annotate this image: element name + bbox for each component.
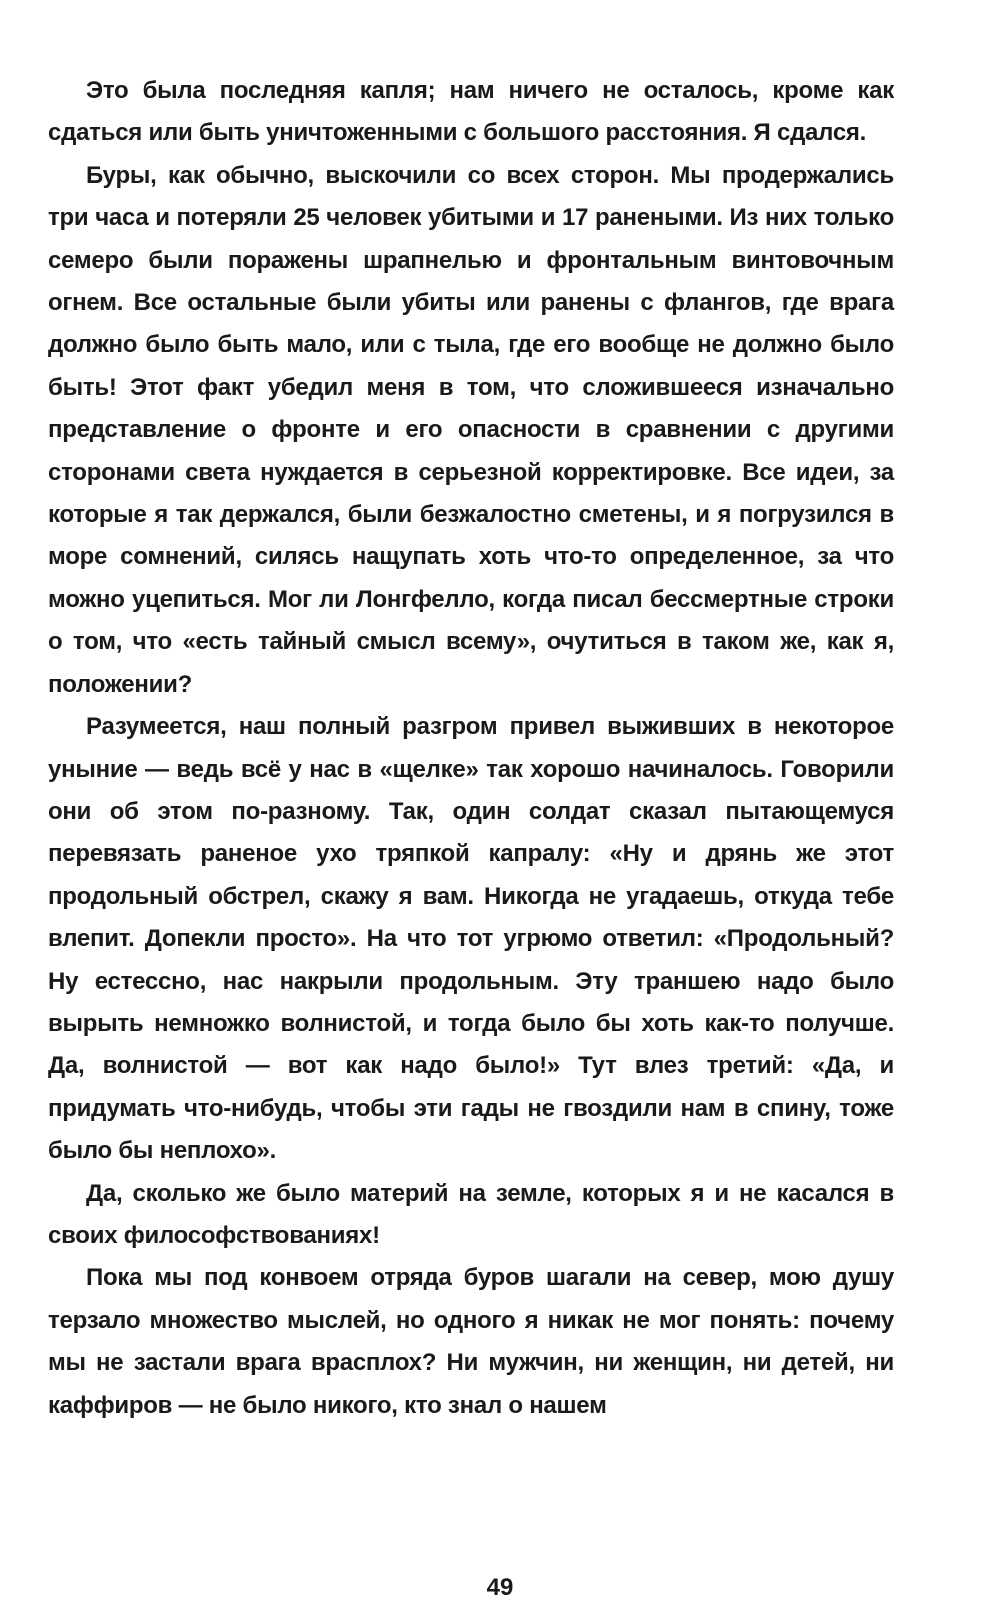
paragraph-2: Буры, как обычно, выскочили со всех сторон. Мы продержались три часа и потеряли 25 человек убитыми и 17 ранеными. Из них только семеро были поражены шрапнелью и фронтальным винтовочным огнем. Все остальные были убиты или ранены с флангов, где врага должно было быть мало, или с тыла, где его вообще не должно было быть! Этот факт убедил меня в том, что сложившееся изначально представление о фронте и его опасности в сравнении с другими сторонами света нуждается в серьезной корректировке. Все идеи, за которые я так держался, были безжалостно сметены, и я погрузился в море сомнений, силясь нащупать хоть что-то определенное, за что можно уцепиться. Мог ли Лонгфелло, когда писал бессмертные строки о том, что «есть тайный смысл всему», очутиться в таком же, как я, положении? [48,161,894,698]
paragraph-5: Пока мы под конвоем отряда буров шагали на север, мою душу терзало множество мыслей, но одного я никак не мог понять: почему мы не застали врага врасплох? Ни мужчин, ни женщин, ни детей, ни каффиров — не было никого, кто знал о нашем [48,1264,894,1419]
paragraph-1: Это была последняя капля; нам ничего не осталось, кроме как сдаться или быть уничтоженными с большого расстояния. Я сдался. [48,77,894,147]
body-text [48,70,894,1427]
paragraph-3: Разумеется, наш полный разгром привел выживших в некоторое уныние — ведь всё у нас в «щелке» так хорошо начиналось. Говорили они об этом по-разному. Так, один солдат сказал пытающемуся перевязать раненое ухо тряпкой капралу: «Ну и дрянь же этот продольный обстрел, скажу я вам. Никогда не угадаешь, откуда тебе влепит. Допекли просто». На что тот угрюмо ответил: «Продольный? Ну естессно, нас накрыли продольным. Эту траншею надо было вырыть немножко волнистой, и тогда было бы хоть как-то получше. Да, волнистой — вот как надо было!» Тут влез третий: «Да, и придумать что-нибудь, чтобы эти гады не гвоздили нам в спину, тоже было бы неплохо». [48,713,894,1165]
paragraph-4: Да, сколько же было материй на земле, которых я и не касался в своих философствованиях! [48,1179,894,1249]
page-number: 49 [486,1574,514,1601]
